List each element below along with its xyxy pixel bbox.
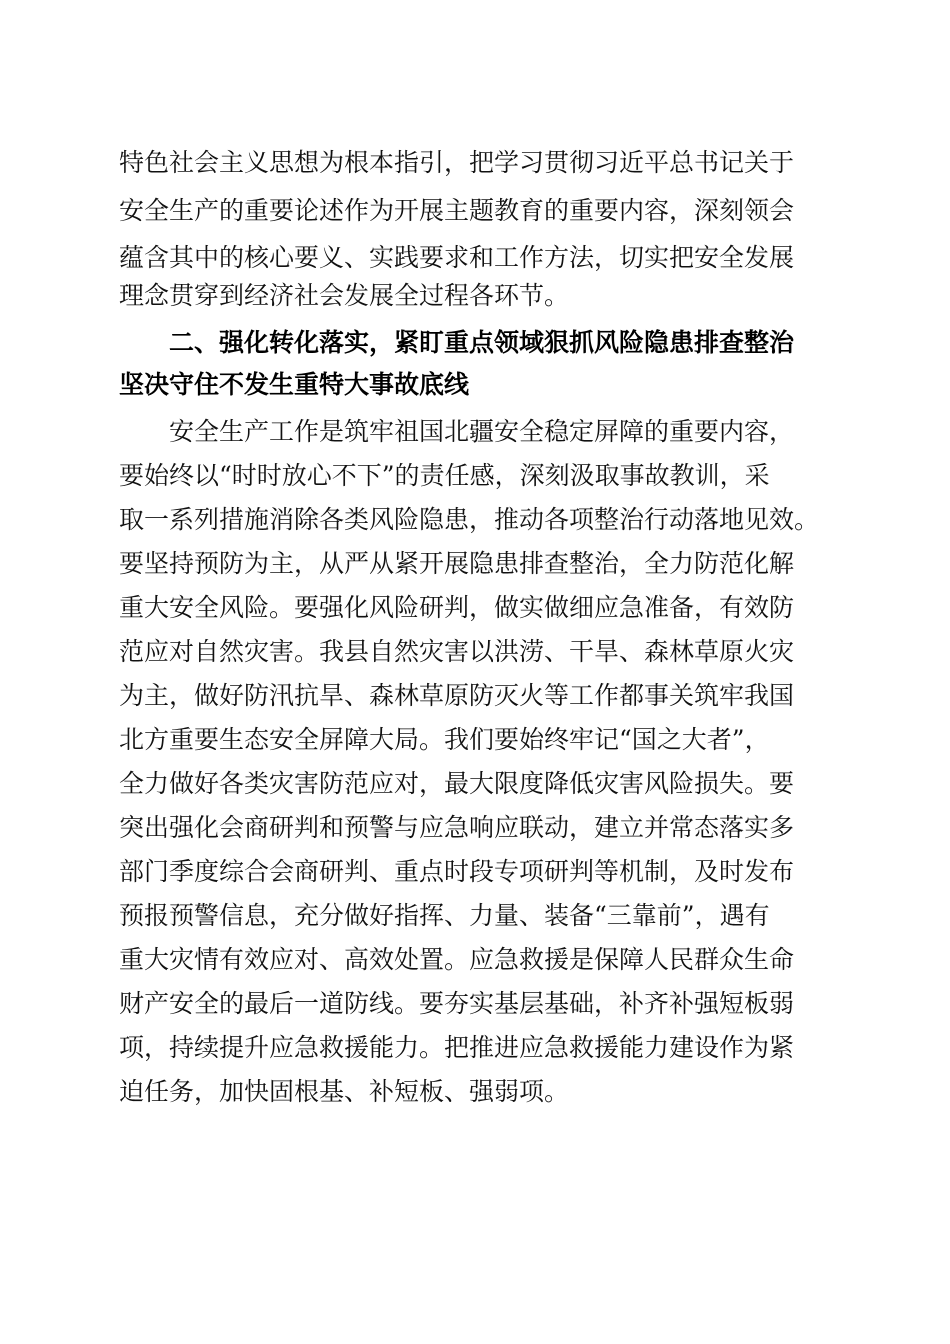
body-text-line: 重大灾情有效应对、高效处置。应急救援是保障人民群众生命 xyxy=(119,945,795,974)
body-text-line: 财产安全的最后一道防线。要夯实基层基础，补齐补强短板弱 xyxy=(119,989,795,1018)
body-text-line: 预报预警信息，充分做好指挥、力量、装备“三靠前”，遇有 xyxy=(119,901,770,930)
body-text-line: 安全生产的重要论述作为开展主题教育的重要内容，深刻领会 xyxy=(119,196,795,225)
body-text-line: 项，持续提升应急救援能力。把推进应急救援能力建设作为紧 xyxy=(119,1033,795,1062)
body-text-line: 理念贯穿到经济社会发展全过程各环节。 xyxy=(119,281,570,310)
body-text-line: 蕴含其中的核心要义、实践要求和工作方法，切实把安全发展 xyxy=(119,243,795,272)
body-text-line: 要坚持预防为主，从严从紧开展隐患排查整治，全力防范化解 xyxy=(119,549,795,578)
body-text-line: 为主，做好防汛抗旱、森林草原防灭火等工作都事关筑牢我国 xyxy=(119,681,795,710)
body-text-line: 范应对自然灾害。我县自然灾害以洪涝、干旱、森林草原火灾 xyxy=(119,637,795,666)
section-heading-continued: 坚决守住不发生重特大事故底线 xyxy=(119,370,470,399)
body-text-line: 全力做好各类灾害防范应对，最大限度降低灾害风险损失。要 xyxy=(119,769,795,798)
body-text-line: 要始终以“时时放心不下”的责任感，深刻汲取事故教训，采 xyxy=(119,461,770,490)
section-heading: 二、强化转化落实，紧盯重点领域狠抓风险隐患排查整治 xyxy=(169,328,795,357)
body-text-line: 迫任务，加快固根基、补短板、强弱项。 xyxy=(119,1077,570,1106)
body-text-line: 重大安全风险。要强化风险研判，做实做细应急准备，有效防 xyxy=(119,593,795,622)
body-text-line: 特色社会主义思想为根本指引，把学习贯彻习近平总书记关于 xyxy=(119,148,795,177)
body-text-line: 突出强化会商研判和预警与应急响应联动，建立并常态落实多 xyxy=(119,813,795,842)
body-text-line: 部门季度综合会商研判、重点时段专项研判等机制，及时发布 xyxy=(119,857,795,886)
body-text-line: 取一系列措施消除各类风险隐患，推动各项整治行动落地见效。 xyxy=(119,505,820,534)
paragraph-first-line: 安全生产工作是筑牢祖国北疆安全稳定屏障的重要内容， xyxy=(169,417,795,446)
body-text-line: 北方重要生态安全屏障大局。我们要始终牢记“国之大者”， xyxy=(119,725,770,754)
